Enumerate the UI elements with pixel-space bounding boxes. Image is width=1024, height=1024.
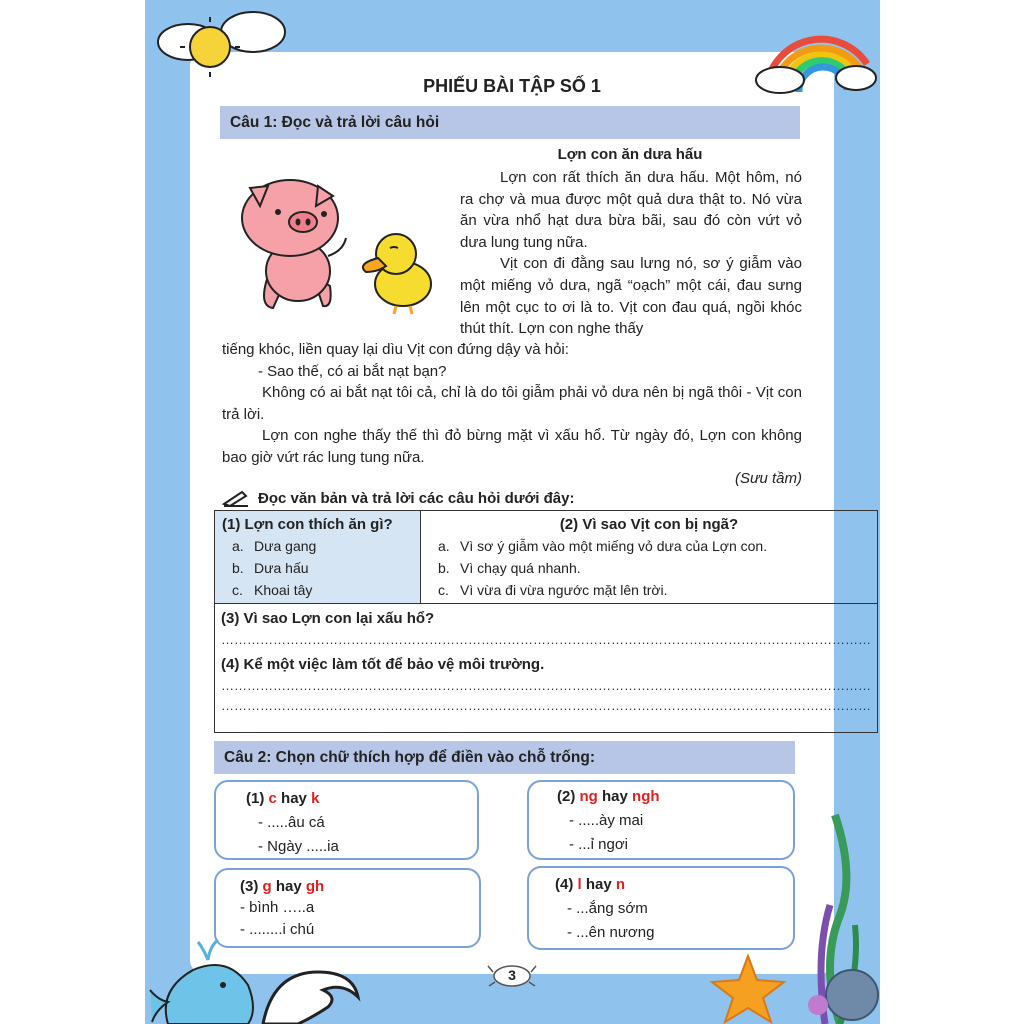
instruction bbox=[222, 488, 574, 508]
page-number: 3 bbox=[487, 962, 537, 988]
story-source: (Sưu tầm) bbox=[734, 470, 802, 487]
fill-item[interactable]: - ...ên nương bbox=[567, 924, 655, 941]
fill-item[interactable]: - ...ắng sớm bbox=[567, 900, 648, 917]
option[interactable]: b. Dưa hấu bbox=[232, 560, 309, 576]
story-title: Lợn con ăn dưa hấu bbox=[557, 146, 703, 163]
answer-line[interactable]: …………………………………………………………………………………………………………………………………… bbox=[221, 632, 871, 647]
story-paragraph: Lợn con rất thích ăn dưa hấu. Một hôm, nó ra chợ và mua được một quả dưa thật to. Nó vừa ăn vừa nhổ hạt dưa bừa bãi, sau đó còn vứt vỏ dưa lung tung nữa. bbox=[460, 169, 802, 251]
option[interactable]: c. Vì vừa đi vừa ngước mặt lên trời. bbox=[438, 582, 668, 598]
fill-item[interactable]: - .....ày mai bbox=[569, 812, 644, 829]
story-text-top bbox=[460, 167, 802, 340]
seaweed-icon bbox=[800, 805, 880, 1024]
fill-box-4 bbox=[527, 866, 795, 950]
fill-item[interactable]: - .....âu cá bbox=[258, 814, 325, 831]
instruction-text: Đọc văn bản và trả lời các câu hỏi dưới đây: bbox=[258, 489, 575, 507]
fill-item[interactable]: - ...ỉ ngơi bbox=[569, 836, 629, 853]
page-title: PHIẾU BÀI TẬP SỐ 1 bbox=[423, 76, 601, 96]
question-1-cell bbox=[215, 511, 421, 604]
story-dialog: Không có ai bắt nạt tôi cả, chỉ là do tôi giẫm phải vỏ dưa nên bị ngã thôi - Vịt con trả lời. bbox=[222, 384, 802, 423]
coral-icon bbox=[826, 970, 878, 1020]
fill-item[interactable]: - bình …..a bbox=[240, 899, 315, 916]
fill-box-heading: (3) g hay gh bbox=[240, 878, 325, 895]
option[interactable]: c. Khoai tây bbox=[232, 582, 313, 598]
story-dialog: - Sao thế, có ai bắt nạt bạn? bbox=[258, 362, 447, 380]
questions-table bbox=[214, 510, 878, 733]
question-3: (3) Vì sao Lợn con lại xấu hổ? bbox=[221, 610, 435, 627]
question-1: (1) Lợn con thích ăn gì? bbox=[222, 516, 393, 533]
story-paragraph: tiếng khóc, liền quay lại dìu Vịt con đứng dậy và hỏi: bbox=[222, 341, 569, 358]
story-paragraph: Lợn con nghe thấy thế thì đỏ bừng mặt vì xấu hổ. Từ ngày đó, Lợn con không bao giờ vứt rác lung tung nữa. bbox=[222, 427, 802, 466]
option[interactable]: a. Vì sơ ý giẫm vào một miếng vỏ dưa của Lợn con. bbox=[438, 538, 768, 554]
sun-icon bbox=[148, 2, 298, 82]
option[interactable]: a. Dưa gang bbox=[232, 538, 317, 554]
fill-item[interactable]: - Ngày .....ia bbox=[258, 838, 339, 855]
pencil-icon bbox=[222, 488, 250, 508]
duckling-icon bbox=[363, 234, 431, 314]
open-questions-cell bbox=[215, 604, 878, 733]
starfish-icon bbox=[708, 950, 788, 1024]
question-2: (2) Vì sao Vịt con bị ngã? bbox=[559, 516, 739, 533]
fill-box-heading: (4) l hay n bbox=[555, 876, 626, 893]
answer-line[interactable]: …………………………………………………………………………………………………………………………………… bbox=[221, 678, 871, 693]
story-text-bottom bbox=[222, 339, 802, 469]
story-paragraph: Vịt con đi đằng sau lưng nó, sơ ý giẫm vào một miếng vỏ dưa, ngã “oạch” một cái, đau sưng lên một cục to ơi là to. Vịt con đau quá, ngồi khóc thút thít. Lợn con nghe thấy bbox=[460, 255, 802, 338]
wave-icon bbox=[258, 962, 368, 1024]
fill-box-heading: (2) ng hay ngh bbox=[557, 788, 660, 805]
answer-line[interactable]: …………………………………………………………………………………………………………………………………… bbox=[221, 698, 871, 713]
fill-box-heading: (1) c hay k bbox=[246, 790, 320, 807]
section1-header: Câu 1: Đọc và trả lời câu hỏi bbox=[220, 106, 800, 139]
fill-box-2 bbox=[527, 780, 795, 860]
fill-box-1 bbox=[214, 780, 479, 860]
whale-icon bbox=[148, 930, 268, 1024]
question-4: (4) Kể một việc làm tốt để bảo vệ môi trường. bbox=[221, 656, 545, 673]
option[interactable]: b. Vì chạy quá nhanh. bbox=[438, 560, 581, 576]
question-2-cell bbox=[421, 511, 878, 604]
pig-icon bbox=[238, 176, 438, 321]
fill-item[interactable]: - ........i chú bbox=[240, 921, 315, 938]
section2-header: Câu 2: Chọn chữ thích hợp để điền vào chỗ trống: bbox=[214, 741, 795, 774]
